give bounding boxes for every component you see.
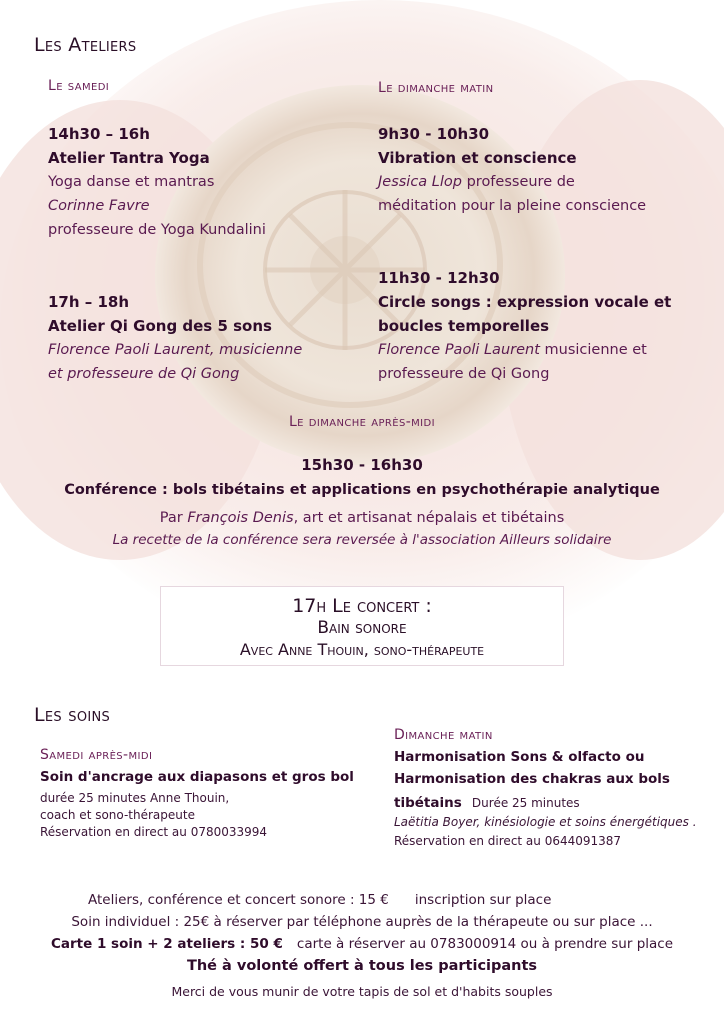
atelier-teacher: Corinne Favre <box>48 198 150 214</box>
conference-time: 15h30 - 16h30 <box>301 456 423 474</box>
atelier-time: 9h30 - 10h30 <box>378 125 490 143</box>
atelier-teacher-role-2: professeure de Qi Gong <box>378 366 550 382</box>
concert-time-title: 17h Le concert : <box>292 595 432 617</box>
atelier-teacher: Florence Paoli Laurent <box>48 342 210 358</box>
soin-title-3: tibétains <box>394 795 462 811</box>
soin-practitioner: coach et sono-thérapeute <box>40 808 195 822</box>
atelier-title: Circle songs : expression vocale et <box>378 293 672 311</box>
soin-practitioner: Laëtitia Boyer, kinésiologie et soins énergétiques . <box>394 815 697 829</box>
soin-reservation: Réservation en direct au 0644091387 <box>394 834 622 848</box>
atelier-teacher-role: professeure de Yoga Kundalini <box>48 222 266 238</box>
atelier-time: 17h – 18h <box>48 293 130 311</box>
footer-price-line <box>88 892 551 908</box>
atelier-teacher-role: professeure de <box>461 174 575 190</box>
page-title: Les Ateliers <box>34 34 137 56</box>
soin-reservation: Réservation en direct au 0780033994 <box>40 825 268 839</box>
soin-title: Harmonisation Sons & olfacto ou <box>394 749 645 765</box>
atelier-teacher-role: musicienne et <box>539 342 647 358</box>
atelier-teacher-role: , musicienne <box>209 342 303 358</box>
footer-reminder: Merci de vous munir de votre tapis de sol et d'habits souples <box>171 984 553 999</box>
price-note: inscription sur place <box>414 892 552 908</box>
atelier-title: Atelier Tantra Yoga <box>48 149 210 167</box>
sunday-afternoon-heading: Le dimanche après-midi <box>288 414 435 430</box>
soin-left <box>40 744 370 841</box>
sunday-atelier-1 <box>378 122 698 218</box>
soin-heading: Dimanche matin <box>394 727 493 743</box>
atelier-time: 11h30 - 12h30 <box>378 269 500 287</box>
saturday-heading: Le samedi <box>48 78 110 94</box>
concert-box <box>160 586 564 666</box>
price-atelier: Ateliers, conférence et concert sonore : 15 € <box>88 892 389 908</box>
saturday-atelier-2 <box>48 290 358 386</box>
soins-title: Les soins <box>34 704 111 726</box>
card-reservation: carte à réserver au 0783000914 ou à prendre sur place <box>296 936 674 952</box>
conference-speaker <box>0 506 724 530</box>
soin-duration: Durée 25 minutes <box>471 796 580 810</box>
sunday-morning-heading: Le dimanche matin <box>378 80 494 96</box>
speaker-role: , art et artisanat népalais et tibétains <box>293 510 565 526</box>
atelier-title-2: boucles temporelles <box>378 317 550 335</box>
atelier-teacher: Jessica Llop <box>378 174 462 190</box>
soin-title-2: Harmonisation des chakras aux bols <box>394 771 670 787</box>
soin-right <box>394 724 714 850</box>
sunday-atelier-2 <box>378 266 708 386</box>
atelier-title: Vibration et conscience <box>378 149 577 167</box>
atelier-desc: Yoga danse et mantras <box>48 174 215 190</box>
atelier-title: Atelier Qi Gong des 5 sons <box>48 317 272 335</box>
atelier-teacher: Florence Paoli Laurent <box>378 342 540 358</box>
concert-performer: Avec Anne Thouin, sono-thérapeute <box>239 640 485 659</box>
card-price: Carte 1 soin + 2 ateliers : 50 € <box>50 936 283 952</box>
atelier-teacher-role-2: et professeure de Qi Gong <box>48 366 240 382</box>
conference-note: La recette de la conférence sera reversée à l'association Ailleurs solidaire <box>112 532 612 548</box>
soin-heading: Samedi après-midi <box>40 747 153 763</box>
footer-soin-price: Soin individuel : 25€ à réserver par téléphone auprès de la thérapeute ou sur place ... <box>71 914 653 930</box>
speaker-prefix: Par <box>159 510 188 526</box>
atelier-teacher-role-2: méditation pour la pleine conscience <box>378 198 647 214</box>
saturday-atelier-1 <box>48 122 348 242</box>
soin-duration: durée 25 minutes Anne Thouin, <box>40 791 230 805</box>
speaker-name: François Denis <box>187 510 294 526</box>
footer-tea-offer: Thé à volonté offert à tous les participants <box>186 958 538 974</box>
soin-title: Soin d'ancrage aux diapasons et gros bol <box>40 769 354 785</box>
conference-title: Conférence : bols tibétains et applications en psychothérapie analytique <box>64 482 660 498</box>
concert-subtitle: Bain sonore <box>317 618 407 638</box>
footer-card-line <box>0 936 724 952</box>
atelier-time: 14h30 – 16h <box>48 125 150 143</box>
